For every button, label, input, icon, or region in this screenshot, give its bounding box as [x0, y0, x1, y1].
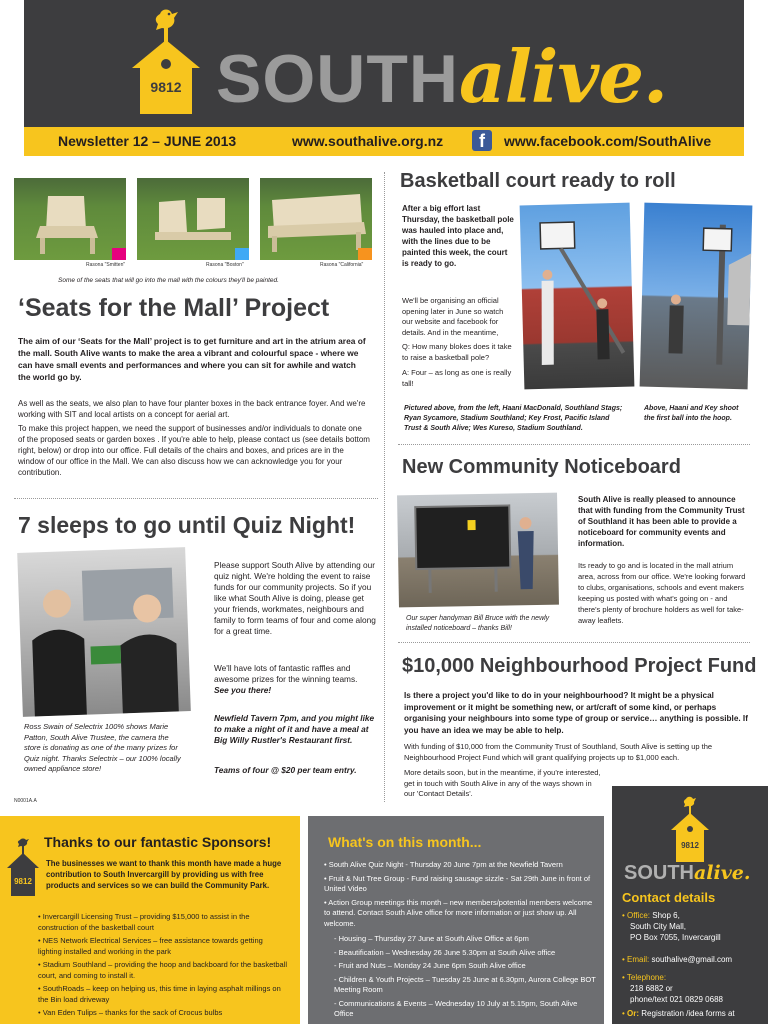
column-divider	[384, 172, 385, 802]
divider	[14, 498, 378, 499]
seats-para-2: To make this project happen, we need the support of businesses and/or individuals to donate one of the proposed seats or garden boxes . If you're able to help, please contact us (see details bottom right, below) or drop into our office. Full details of the chairs and boxes, and prices are in the window of our office in the Mall. We can also discuss how we can acknowledge you for your contribution.	[18, 424, 370, 477]
chair-label: Rasona "Boston"	[206, 262, 244, 268]
colour-swatch	[235, 248, 249, 260]
basketball-photo-shooting	[640, 203, 753, 390]
seats-intro: The aim of our ‘Seats for the Mall’ project is to get furniture and art in the atrium area of the mall. South Alive wants to make the area a vibrant and colourful space - where we can have small events and performances and where you can sit for awhile and watch the world go by.	[18, 336, 366, 382]
fund-lead: Is there a project you'd like to do in your neighbourhood? It might be a physical improvement or it might be something new, or art/craft of some kind, or perhaps organising your neighbours into some type of group or service… anything is possible. If you have an idea we may be able to help.	[404, 691, 748, 735]
facebook-link[interactable]: www.facebook.com/SouthAlive	[504, 133, 712, 149]
list-item: - Fruit and Nuts – Monday 24 June 6pm South Alive office	[334, 961, 526, 970]
list-item: • Van Eden Tulips – thanks for the sack of Crocus bulbs	[38, 1008, 223, 1017]
divider	[398, 642, 750, 643]
people-icon	[17, 547, 191, 717]
divider	[398, 444, 750, 445]
noticeboard-title: New Community Noticeboard	[402, 456, 681, 478]
fund-title: $10,000 Neighbourhood Project Fund	[402, 655, 757, 677]
chair-icon	[137, 178, 249, 260]
birdhouse-logo-icon	[670, 796, 710, 864]
facebook-icon[interactable]: f	[472, 130, 492, 151]
seats-para-1: As well as the seats, we also plan to have four planter boxes in the back entrance foyer. And we're working with SIT and local artists on a concept for aerial art.	[18, 399, 366, 419]
quiz-see-you: See you there!	[214, 685, 272, 695]
hoop-icon	[520, 203, 635, 390]
list-item: - Children & Youth Projects – Tuesday 25 June at 6.30pm, Aurora College BOT Meeting Room	[334, 974, 596, 994]
ad-code: N0001A.A	[14, 798, 37, 804]
whats-on-title: What's on this month...	[328, 834, 482, 850]
contact-or: • Or: Registration /idea forms at	[622, 1009, 735, 1018]
chair-photo-california	[260, 178, 372, 260]
website-link[interactable]: www.southalive.org.nz	[292, 133, 444, 149]
list-item: - Housing – Thursday 27 June at South Alive Office at 6pm	[334, 934, 529, 943]
birdhouse-logo-icon	[130, 6, 204, 118]
basketball-photo-raising	[520, 203, 635, 390]
house-number: 9812	[150, 79, 182, 95]
brand-alive: alive.	[459, 34, 668, 119]
masthead	[24, 0, 744, 160]
list-item: • Stadium Southland – providing the hoop and backboard for the basketball court, and coming to install it.	[38, 960, 288, 980]
quiz-photo	[17, 547, 191, 717]
email-link[interactable]: southalive@gmail.com	[651, 955, 733, 964]
fund-more: More details soon, but in the meantime, if you're interested, get in touch with South Alive in any of the ways shown in our 'Contact Details'.	[404, 768, 601, 798]
list-item: • Fruit & Nut Tree Group - Fund raising sausage sizzle - Sat 29th June in front of United Video	[324, 873, 591, 893]
chair-icon	[14, 178, 126, 260]
quiz-caption: Ross Swain of Selectrix 100% shows Marie Patton, South Alive Trustee, the camera the store is donating as one of the many prizes for Quiz night. Thanks Selectrix – our 100% locally owned appliance store!	[24, 722, 181, 773]
whats-on-panel	[308, 816, 604, 1024]
seats-title: ‘Seats for the Mall’ Project	[18, 294, 330, 322]
sponsors-list	[38, 912, 288, 1022]
sponsors-intro: The businesses we want to thank this month have made a huge contribution to South Invercargill by providing us with free products and services so we can build the Community Park.	[46, 859, 282, 890]
noticeboard-photo	[397, 493, 559, 608]
basketball-body: We'll be organising an official opening later in June so watch our website and facebook for details. And in the meantime,	[402, 296, 504, 337]
colour-swatch	[358, 248, 372, 260]
svg-text:9812: 9812	[681, 841, 699, 850]
fund-body: With funding of $10,000 from the Community Trust of Southland, South Alive is setting up the Neighbourhood Project Fund which will grant qualifying projects up to $1,000 each.	[404, 742, 713, 762]
quiz-body: Please support South Alive by attending our quiz night. We're holding the event to raise funds for our community projects. So if you like what South Alive is doing, please get your friends, workmates, neighbours and family to form teams of four and come along for a great time.	[214, 560, 376, 636]
quiz-raffles: We'll have lots of fantastic raffles and awesome prizes for the winning teams.	[214, 663, 358, 684]
colour-swatch	[112, 248, 126, 260]
basketball-lead: After a big effort last Thursday, the basketball pole was hauled into place and, with the lines due to be painted this week, the court is ready to go.	[402, 204, 514, 268]
basketball-title: Basketball court ready to roll	[400, 170, 676, 192]
contact-email: • Email: southalive@gmail.com	[622, 955, 733, 964]
list-item: - Beautification – Wednesday 26 June 5.30pm at South Alive office	[334, 947, 556, 957]
contact-title: Contact details	[622, 890, 716, 905]
hoop-icon	[640, 203, 753, 390]
contact-panel	[612, 786, 768, 1024]
basketball-answer: A: Four – as long as one is really tall!	[402, 368, 512, 388]
list-item: • Invercargill Licensing Trust – providing $15,000 to assist in the construction of the basketball court	[38, 912, 250, 932]
list-item: - Communications & Events – Wednesday 10 July at 5.15pm, South Alive Office	[334, 998, 578, 1018]
contact-wordmark: SOUTHalive.	[624, 862, 751, 884]
quiz-venue: Newfield Tavern 7pm, and you might like to make a night of it and have a meal at Big Willy Rustler's Restaurant first.	[214, 713, 375, 745]
contact-phone: • Telephone: 218 6882 or phone/text 021 0829 0688	[622, 973, 723, 1004]
chairs-caption: Some of the seats that will go into the mall with the colours they'll be painted.	[58, 277, 279, 284]
list-item: • NES Network Electrical Services – free assistance towards getting lighting installed and working in the park	[38, 936, 263, 956]
brand-south: SOUTH	[216, 41, 459, 117]
sponsors-title: Thanks to our fantastic Sponsors!	[44, 834, 272, 850]
chair-photo-smitten	[14, 178, 126, 260]
list-item: • Action Group meetings this month – new members/potential members welcome to attend. Contact South Alive office for more information or just show up. All welcome.	[324, 897, 593, 928]
brand-wordmark	[216, 34, 667, 124]
bench-icon	[260, 178, 372, 260]
contact-office: • Office: Shop 6, South City Mall, PO Box 7055, Invercargill	[622, 911, 721, 942]
chair-photo-boston	[137, 178, 249, 260]
basketball-question: Q: How many blokes does it take to raise a basketball pole?	[402, 342, 512, 362]
noticeboard-caption: Our super handyman Bill Bruce with the newly installed noticeboard – thanks Bill!	[406, 615, 550, 632]
basketball-caption-right: Above, Haani and Key shoot the first ball into the hoop.	[644, 405, 739, 422]
meetings-list	[334, 934, 596, 1023]
list-item: • SouthRoads – keep on helping us, this time in laying asphalt millings on the Bin load driveway	[38, 984, 281, 1004]
sponsors-panel	[0, 816, 300, 1024]
birdhouse-logo-icon	[6, 838, 40, 898]
noticeboard-lead: South Alive is really pleased to announce that with funding from the Community Trust of Southland it has been able to provide a noticeboard for community events and information.	[578, 495, 745, 548]
quiz-price: Teams of four @ $20 per team entry.	[214, 765, 357, 775]
noticeboard-icon	[397, 493, 559, 608]
svg-text:9812: 9812	[14, 877, 32, 886]
whats-on-list	[324, 860, 594, 932]
chair-label: Rasona "Smitten"	[86, 262, 126, 268]
quiz-title: 7 sleeps to go until Quiz Night!	[18, 512, 356, 538]
noticeboard-body: Its ready to go and is located in the mall atrium area, across from our office. We're looking forward to clubs, organisations, schools and event makers keeping us posted with what's going on - and there's plenty of brochure holders as well for take-away leaflets.	[578, 561, 746, 625]
basketball-caption-left: Pictured above, from the left, Haani MacDonald, Southland Stags; Ryan Sycamore, Stadium Southland; Key Frost, Pacific Island Trust & South Alive; Wes Kureso, Stadium Southland.	[404, 405, 623, 432]
list-item: • South Alive Quiz Night - Thursday 20 June 7pm at the Newfield Tavern	[324, 860, 563, 869]
chair-label: Rasona "California"	[320, 262, 364, 268]
issue-label: Newsletter 12 – JUNE 2013	[58, 133, 237, 149]
